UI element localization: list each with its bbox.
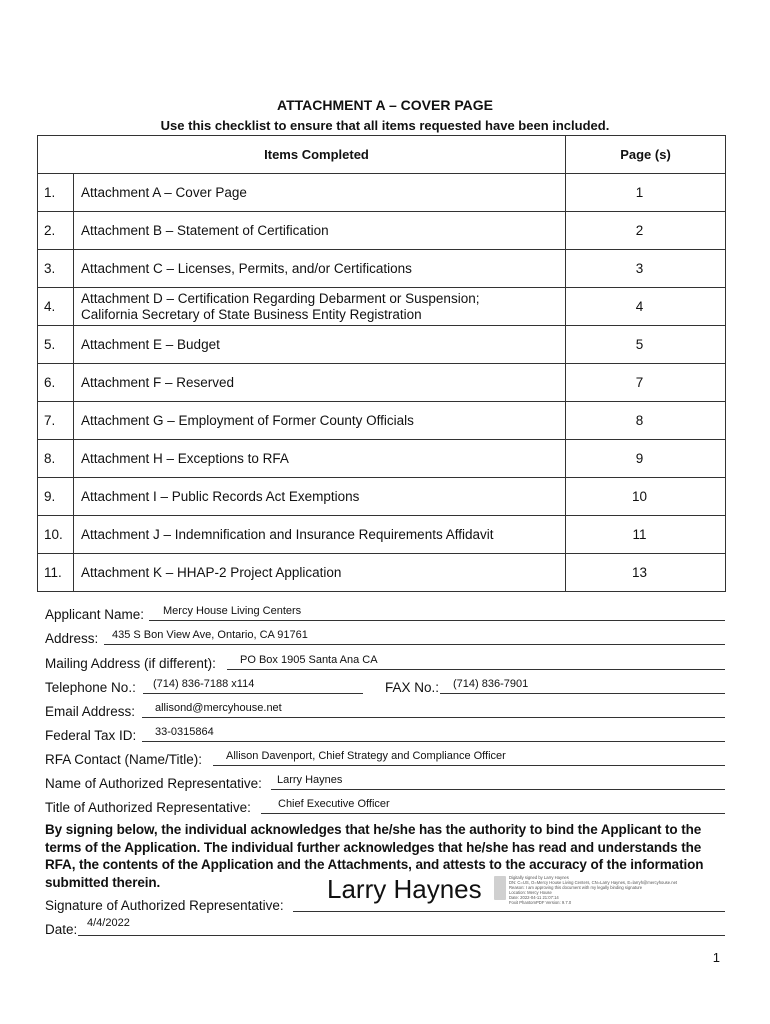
applicant-name-field <box>45 602 725 622</box>
row-description-text: Attachment C – Licenses, Permits, and/or Certifications <box>81 260 412 276</box>
digital-signature-line: Date: 2022-04-11 21:07:14 <box>509 895 559 900</box>
row-description <box>74 174 566 212</box>
row-number: 8. <box>38 440 74 478</box>
row-number: 4. <box>38 288 74 326</box>
telephone-field <box>45 675 365 695</box>
table-row <box>38 212 726 250</box>
digital-signature-line: DN: C=US, O=Mercy House Living Centers, CN=Larry Haynes, E=larryh@mercyhouse.net <box>509 880 678 885</box>
row-number: 6. <box>38 364 74 402</box>
mailing-address-label: Mailing Address (if different): <box>45 656 216 671</box>
acknowledgement-text: By signing below, the individual acknowledges that he/she has the authority to bind the Applicant to the terms of the Application. The individual further acknowledges that he/she has read and understands the RFA, the contents of the Application and the Attachments, and attests to the accuracy of the information submitted therein. <box>45 822 704 890</box>
mailing-address-value[interactable]: PO Box 1905 Santa Ana CA <box>240 654 378 666</box>
table-row <box>38 440 726 478</box>
row-number: 7. <box>38 402 74 440</box>
row-description <box>74 440 566 478</box>
telephone-value[interactable]: (714) 836-7188 x114 <box>153 678 255 690</box>
row-page[interactable]: 11 <box>566 516 726 554</box>
table-row <box>38 402 726 440</box>
items-column-header: Items Completed <box>38 136 566 174</box>
row-page[interactable]: 7 <box>566 364 726 402</box>
signature-name[interactable]: Larry Haynes <box>327 874 482 904</box>
date-label: Date: <box>45 922 78 937</box>
email-value[interactable]: allisond@mercyhouse.net <box>155 702 282 714</box>
row-description-text: Attachment A – Cover Page <box>81 184 247 200</box>
row-description-text: Attachment G – Employment of Former County Officials <box>81 412 414 428</box>
row-page[interactable]: 5 <box>566 326 726 364</box>
row-number: 2. <box>38 212 74 250</box>
digital-signature-logo <box>494 876 506 900</box>
row-page[interactable]: 9 <box>566 440 726 478</box>
table-row <box>38 478 726 516</box>
page-subtitle: Use this checklist to ensure that all items requested have been included. <box>160 118 610 133</box>
row-number: 9. <box>38 478 74 516</box>
pages-column-header: Page (s) <box>566 136 726 174</box>
row-description-text: Attachment D – Certification Regarding Debarment or Suspension; <box>81 290 480 306</box>
table-row <box>38 554 726 592</box>
signature-label: Signature of Authorized Representative: <box>45 898 284 913</box>
row-page[interactable]: 2 <box>566 212 726 250</box>
row-description <box>74 364 566 402</box>
rep-name-field <box>45 771 725 791</box>
row-description <box>74 478 566 516</box>
mailing-address-field <box>45 651 725 671</box>
fax-field <box>385 675 725 695</box>
rep-title-field <box>45 795 725 815</box>
row-description <box>74 326 566 364</box>
row-page[interactable]: 8 <box>566 402 726 440</box>
table-header-row <box>38 136 726 174</box>
row-description-text: Attachment J – Indemnification and Insurance Requirements Affidavit <box>81 526 494 542</box>
row-page[interactable]: 1 <box>566 174 726 212</box>
applicant-name-value[interactable]: Mercy House Living Centers <box>163 605 302 617</box>
row-description-text: Attachment I – Public Records Act Exemptions <box>81 488 360 504</box>
table-row <box>38 364 726 402</box>
federal-tax-id-field <box>45 723 725 743</box>
digital-signature-line: Reason: I am approving this document with my legally binding signature <box>509 885 643 890</box>
federal-tax-id-value[interactable]: 33-0315864 <box>155 726 214 738</box>
table-row <box>38 250 726 288</box>
digital-signature-details <box>509 875 689 905</box>
table-row <box>38 288 726 326</box>
digital-signature-line: Digitally signed by Larry Haynes <box>509 875 569 880</box>
address-field <box>45 626 725 646</box>
email-label: Email Address: <box>45 704 136 719</box>
address-label: Address: <box>45 631 99 646</box>
row-description <box>74 288 566 326</box>
email-field <box>45 699 725 719</box>
date-field <box>45 917 725 937</box>
row-page[interactable]: 4 <box>566 288 726 326</box>
rep-title-label: Title of Authorized Representative: <box>45 800 251 815</box>
rfa-contact-label: RFA Contact (Name/Title): <box>45 752 203 767</box>
row-description-text-line2: California Secretary of State Business Entity Registration <box>81 306 422 322</box>
fax-value[interactable]: (714) 836-7901 <box>453 678 529 690</box>
row-description <box>74 212 566 250</box>
rfa-contact-field <box>45 747 725 767</box>
rep-title-value[interactable]: Chief Executive Officer <box>278 798 390 810</box>
row-description-text: Attachment E – Budget <box>81 336 220 352</box>
table-row <box>38 516 726 554</box>
table-row <box>38 174 726 212</box>
row-description <box>74 516 566 554</box>
checklist-table <box>37 135 726 592</box>
row-number: 11. <box>38 554 74 592</box>
row-number: 5. <box>38 326 74 364</box>
table-row <box>38 326 726 364</box>
rep-name-label: Name of Authorized Representative: <box>45 776 262 791</box>
row-description <box>74 554 566 592</box>
row-description-text: Attachment F – Reserved <box>81 374 235 390</box>
row-description <box>74 250 566 288</box>
digital-signature-line: Location: Mercy House <box>509 890 552 895</box>
address-value[interactable]: 435 S Bon View Ave, Ontario, CA 91761 <box>112 629 308 641</box>
digital-signature-line: Foxit PhantomPDF Version: 9.7.0 <box>509 900 572 905</box>
row-description-text: Attachment B – Statement of Certification <box>81 222 329 238</box>
fax-label: FAX No.: <box>385 680 440 695</box>
row-page[interactable]: 13 <box>566 554 726 592</box>
page-number: 1 <box>712 950 720 965</box>
applicant-name-label: Applicant Name: <box>45 607 145 622</box>
rep-name-value[interactable]: Larry Haynes <box>277 774 343 786</box>
date-value[interactable]: 4/4/2022 <box>87 917 130 929</box>
telephone-label: Telephone No.: <box>45 680 136 695</box>
row-page[interactable]: 10 <box>566 478 726 516</box>
row-description-text: Attachment K – HHAP-2 Project Application <box>81 564 342 580</box>
federal-tax-id-label: Federal Tax ID: <box>45 728 137 743</box>
rfa-contact-value[interactable]: Allison Davenport, Chief Strategy and Compliance Officer <box>226 750 506 762</box>
row-description <box>74 402 566 440</box>
row-number: 10. <box>38 516 74 554</box>
page-title: ATTACHMENT A – COVER PAGE <box>277 97 493 113</box>
row-page[interactable]: 3 <box>566 250 726 288</box>
row-description-text: Attachment H – Exceptions to RFA <box>81 450 289 466</box>
row-number: 3. <box>38 250 74 288</box>
row-number: 1. <box>38 174 74 212</box>
